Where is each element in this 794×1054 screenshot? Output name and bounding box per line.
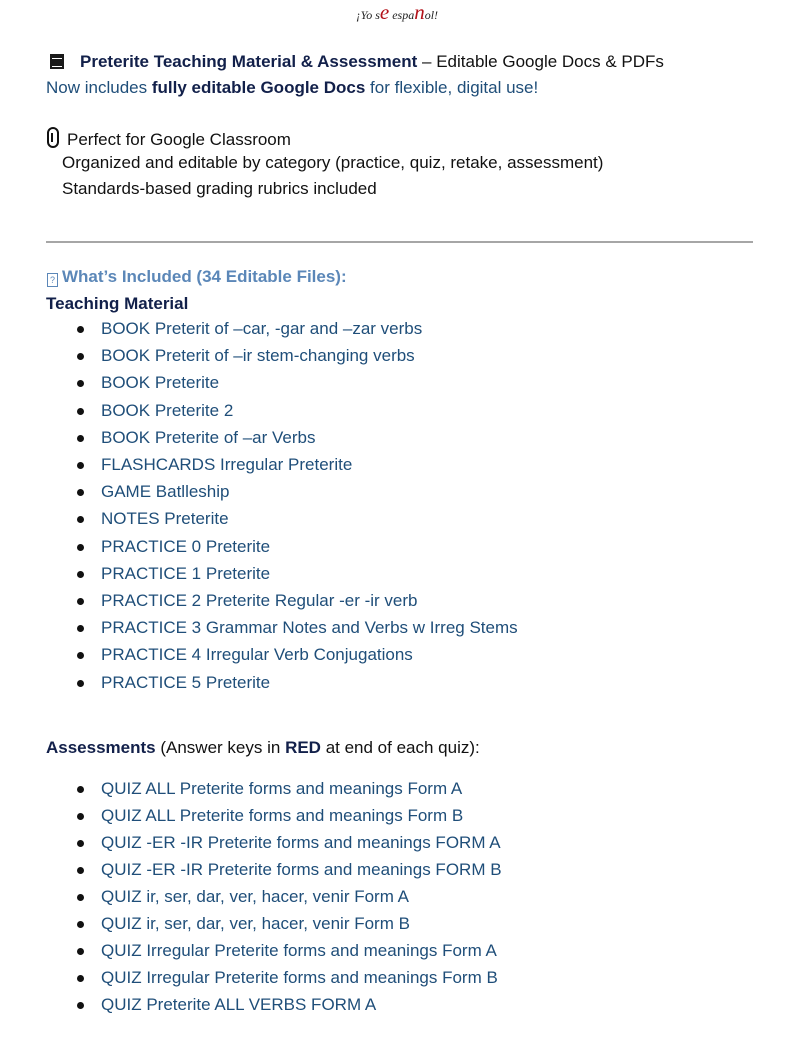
document-title bbox=[50, 52, 664, 72]
divider bbox=[46, 241, 753, 243]
logo-text-2: e bbox=[379, 0, 390, 24]
feature-rubrics: Standards-based grading rubrics included bbox=[62, 179, 377, 198]
subtitle-bold: fully editable Google Docs bbox=[151, 78, 366, 97]
subtitle bbox=[46, 78, 538, 98]
subtitle-post: for flexible, digital use! bbox=[365, 78, 539, 97]
feature-organized: Organized and editable by category (practice, quiz, retake, assessment) bbox=[62, 153, 604, 172]
feature-classroom-text: Perfect for Google Classroom bbox=[67, 130, 291, 149]
assessments-post: at end of each quiz): bbox=[320, 738, 480, 757]
list-item: BOOK Preterite bbox=[101, 373, 220, 393]
list-item: QUIZ ir, ser, dar, ver, hacer, venir Form B bbox=[101, 914, 410, 933]
missing-glyph-icon: ? bbox=[47, 273, 58, 287]
list-item: FLASHCARDS Irregular Preterite bbox=[101, 455, 353, 474]
list-item: QUIZ ir, ser, dar, ver, hacer, venir Form A bbox=[101, 887, 409, 906]
logo-text-4: ~ n bbox=[414, 7, 425, 17]
list-item: QUIZ ALL Preterite forms and meanings Form A bbox=[101, 779, 463, 798]
list-item: BOOK Preterit of –ir stem-changing verbs bbox=[101, 346, 415, 366]
logo-text-3: espa bbox=[389, 8, 415, 22]
title-rest: – Editable Google Docs & PDFs bbox=[417, 52, 664, 71]
paperclip-icon bbox=[47, 127, 59, 148]
feature-classroom bbox=[47, 127, 291, 150]
logo-text-5: ol! bbox=[424, 8, 439, 22]
list-item: QUIZ Irregular Preterite forms and meanings Form A bbox=[101, 941, 497, 960]
logo-text-1: ¡Yo s bbox=[355, 8, 380, 22]
list-item: QUIZ Preterite ALL VERBS FORM A bbox=[101, 995, 377, 1014]
assessments-heading bbox=[46, 738, 480, 758]
included-heading bbox=[47, 267, 347, 287]
list-item: NOTES Preterite bbox=[101, 509, 229, 529]
assessments-red: RED bbox=[285, 738, 321, 757]
title-bold: Preterite Teaching Material & Assessment bbox=[80, 52, 418, 71]
assessments-pre: (Answer keys in bbox=[155, 738, 286, 757]
list-item: PRACTICE 4 Irregular Verb Conjugations bbox=[101, 645, 413, 665]
included-label: What’s Included (34 Editable Files): bbox=[62, 267, 347, 286]
list-item: PRACTICE 1 Preterite bbox=[101, 563, 271, 583]
teaching-heading: Teaching Material bbox=[46, 294, 189, 313]
assessments-bold: Assessments bbox=[46, 738, 156, 757]
list-item: QUIZ -ER -IR Preterite forms and meanings FORM A bbox=[101, 833, 501, 852]
list-item: QUIZ ALL Preterite forms and meanings Form B bbox=[101, 806, 464, 825]
list-item: PRACTICE 0 Preterite bbox=[101, 536, 271, 556]
list-item: BOOK Preterite 2 bbox=[101, 400, 234, 420]
list-item: PRACTICE 2 Preterite Regular -er -ir verb bbox=[101, 591, 418, 610]
book-icon bbox=[50, 54, 64, 69]
list-item: BOOK Preterit of –car, -gar and –zar verbs bbox=[101, 319, 423, 338]
list-item: PRACTICE 5 Preterite bbox=[101, 672, 271, 692]
list-item: QUIZ -ER -IR Preterite forms and meanings FORM B bbox=[101, 860, 502, 879]
logo bbox=[0, 0, 794, 26]
subtitle-pre: Now includes bbox=[46, 78, 152, 97]
list-item: PRACTICE 3 Grammar Notes and Verbs w Irreg Stems bbox=[101, 618, 518, 638]
list-item: GAME Batlleship bbox=[101, 482, 230, 502]
list-item: BOOK Preterite of –ar Verbs bbox=[101, 427, 316, 447]
list-item: QUIZ Irregular Preterite forms and meanings Form B bbox=[101, 968, 498, 987]
